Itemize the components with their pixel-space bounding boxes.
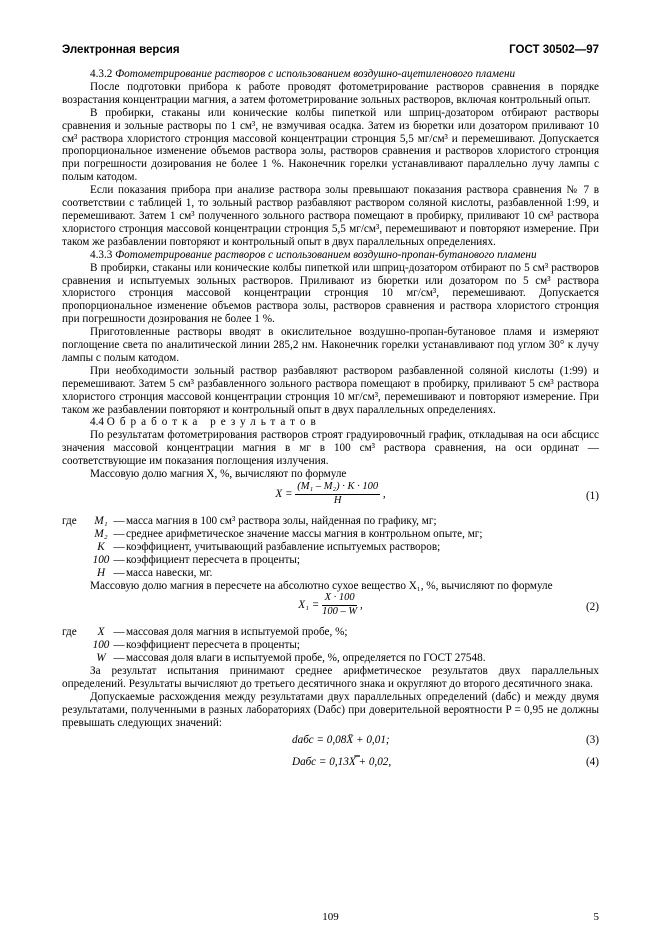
where-prefix: где: [62, 515, 77, 527]
formula-tail: ,: [359, 599, 363, 612]
where-dash: —: [113, 566, 125, 579]
page-number-center: 109: [322, 911, 339, 923]
where-row: [62, 567, 482, 580]
formula-denominator: 100 – W: [322, 606, 358, 618]
where-text: массовая доля магния в испытуемой пробе, %;: [126, 626, 348, 639]
where-symbol: W: [96, 652, 106, 665]
formula-fraction: [295, 481, 380, 508]
where-row: [62, 541, 482, 554]
formula-number: (3): [585, 733, 599, 746]
formula-lhs: X =: [275, 487, 293, 500]
where-prefix: [62, 528, 90, 541]
where-symbol: M₁: [94, 515, 108, 527]
paragraph: Массовую долю магния в пересчете на абсолютно сухое вещество X₁, %, вычисляют по формуле: [90, 579, 553, 592]
where-dash: —: [113, 639, 125, 652]
where-list-1: [62, 515, 482, 580]
where-dash: —: [113, 515, 125, 527]
section-heading: [62, 68, 599, 81]
where-row: [62, 652, 486, 665]
paragraph: Массовую долю магния X, %, вычисляют по формуле: [90, 468, 347, 481]
document-body: [62, 68, 599, 774]
where-symbol: X: [97, 626, 105, 639]
paragraph: По результатам фотометрирования растворов строят градуировочный график, откладывая на оси абсцисс значения массовой концентрации магния в мг в 100 см³ раствора сравнения, на оси ординат — соответствующие им показания поглощения излучения.: [62, 429, 599, 468]
paragraph: При необходимости зольный раствор разбавляют раствором разбавленной соляной кислоты (1:99) и перемешивают. Затем 5 см³ разбавленного зольного раствора помещают в пробирку, приливают 5 см³ раствора хлористого стронция массовой концентрации стронция 10 мг/см³, перемешивают и повторяют измерение. При таком же разбавлении повторяют и контрольный опыт в двух параллельных определениях.: [62, 364, 599, 416]
where-row: [62, 639, 486, 652]
section-title: Обработка результатов: [106, 416, 321, 429]
where-text: среднее арифметическое значение массы магния в контрольном опыте, мг;: [126, 527, 483, 540]
paragraph: Если показания прибора при анализе раствора золы превышают показания раствора сравнения № 7 в соответствии с таблицей 1, то зольный раствор разбавляют раствором соляной кислоты, разбавленной 1:99, и перемешивают. Затем 1 см³ полученного зольного раствора помещают в пробирку, приливают 10 см³ раствора хлористого стронция массовой концентрации стронция 5,5 мг/см³, перемешивают и повторяют измерение. При таком же разбавлении повторяют и контрольный опыт в двух параллельных определениях.: [62, 184, 599, 248]
where-prefix: [62, 567, 90, 580]
where-row: [62, 554, 482, 567]
where-row: [62, 528, 482, 541]
formula-numerator: (M₁ – M₂) · K · 100: [295, 481, 380, 495]
where-symbol: M₂: [94, 527, 108, 540]
where-list-2: [62, 626, 486, 665]
where-prefix: [62, 639, 90, 652]
formula-3: [62, 730, 599, 752]
formula-number: (2): [585, 601, 599, 614]
where-dash: —: [113, 527, 125, 540]
where-text: масса магния в 100 см³ раствора золы, найденная по графику, мг;: [126, 515, 437, 527]
where-prefix: где: [62, 626, 77, 639]
paragraph: После подготовки прибора к работе проводят фотометрирование растворов сравнения в порядке возрастания концентрации магния, а затем фотометрирование зольных растворов, включая контрольный опыт.: [62, 80, 599, 106]
paragraph: В пробирки, стаканы или конические колбы пипеткой или шприц-дозатором отбирают по 5 см³ растворов сравнения и испытуемых зольных растворов. Приливают из бюретки или дозатором по 5 см³ раствора хлористого стронция массовой концентрации стронция 10 мг/см³, перемешивают. Допускается пропорциональное изменение объемов раствора золы, растворов сравнения и раствора хлористого стронция при погрешности дозирования не более 1 %.: [62, 261, 599, 326]
where-dash: —: [113, 626, 125, 639]
where-row: [62, 515, 482, 528]
section-number: 4.4: [90, 416, 104, 429]
where-text: массовая доля влаги в испытуемой пробе, %, определяется по ГОСТ 27548.: [126, 652, 486, 665]
formula-denominator: H: [333, 494, 342, 506]
section-title: Фотометрирование растворов с использованием воздушно-ацетиленового пламени: [115, 68, 516, 80]
where-symbol: 100: [92, 553, 110, 566]
header-standard: ГОСТ 30502—97: [509, 44, 599, 56]
header-edition: Электронная версия: [62, 44, 180, 56]
where-row: [62, 626, 486, 639]
where-symbol: K: [97, 540, 105, 553]
formula-text: dабс = 0,08X̄ + 0,01;: [292, 733, 390, 746]
paragraph: Допускаемые расхождения между результатами двух параллельных определений (dабс) и между двумя результатами, полученными в разных лабораториях (Dабс) при доверительной вероятности P = 0,95 не должны превышать следующих значений:: [62, 690, 599, 729]
section-heading: [62, 416, 599, 429]
formula-1: [62, 481, 599, 515]
formula-tail: ,: [382, 487, 386, 500]
where-dash: —: [113, 553, 125, 566]
section-title: Фотометрирование растворов с использованием воздушно-пропан-бутанового пламени: [115, 248, 537, 261]
formula-2: [62, 592, 599, 626]
section-number: 4.3.2: [90, 68, 113, 80]
where-text: коэффициент пересчета в проценты;: [126, 639, 300, 652]
paragraph: За результат испытания принимают среднее арифметическое результатов двух параллельных определений. Результаты вычисляют до третьего десятичного знака и округляют до второго десятичного знака.: [62, 665, 599, 691]
formula-numerator: X · 100: [322, 592, 357, 606]
paragraph: Приготовленные растворы вводят в окислительное воздушно-пропан-бутановое пламя и измеряют поглощение света по аналитической линии 285,2 нм. Наконечник горелки устанавливают под углом 30° к лучу лампы с полым катодом.: [62, 326, 599, 364]
where-prefix: [62, 554, 90, 567]
where-text: коэффициент, учитывающий разбавление испытуемых растворов;: [126, 540, 441, 553]
formula-text: Dабс = 0,13X̿ + 0,02,: [292, 755, 392, 768]
where-symbol: H: [96, 566, 106, 579]
where-text: коэффициент пересчета в проценты;: [126, 553, 300, 566]
where-dash: —: [113, 652, 125, 665]
formula-4: [62, 752, 599, 774]
where-prefix: [62, 652, 90, 665]
section-number: 4.3.3: [90, 248, 113, 261]
formula-lhs: X₁ =: [298, 599, 320, 612]
formula-number: (1): [585, 490, 599, 502]
formula-fraction: [322, 592, 357, 619]
where-symbol: 100: [92, 639, 110, 652]
section-heading: [62, 249, 599, 262]
where-text: масса навески, мг.: [126, 566, 213, 579]
where-dash: —: [113, 540, 125, 553]
paragraph: В пробирки, стаканы или конические колбы пипеткой или шприц-дозатором отбирают растворы сравнения и зольные растворы по 1 см³, не взмучивая осадка. Затем из бюретки или дозатором приливают 10 см³ раствора хлористого стронция массовой концентрации стронция 5,5 мг/см³ и перемешивают. Допускается пропорциональное изменение объемов раствора золы, растворов сравнения и растворов хлористого стронция при погрешности дозирования не более 1 %. Наконечник горелки устанавливают параллельно лучу лампы с полым катодом.: [62, 106, 599, 184]
formula-number: (4): [585, 755, 599, 768]
page-number-right: 5: [593, 911, 599, 923]
where-prefix: [62, 541, 90, 554]
